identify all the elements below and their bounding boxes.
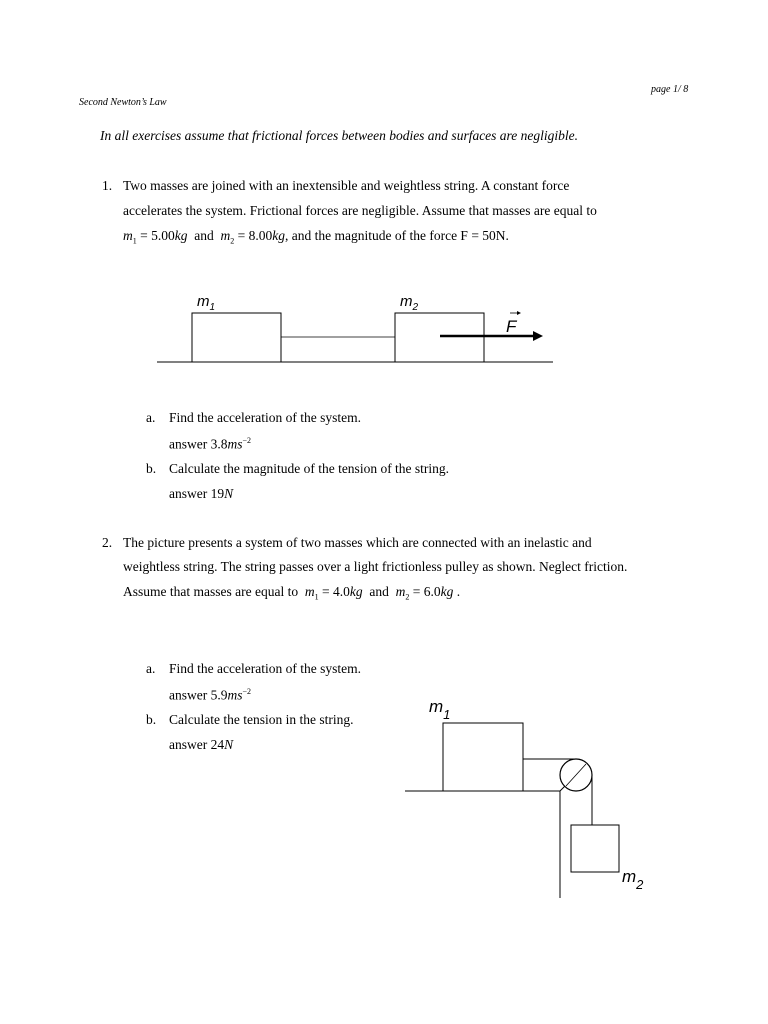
m2-subscript: 2 — [230, 236, 235, 246]
diagram1-label-m2: $m_2$ — [400, 293, 419, 313]
m1-unit: kg — [349, 584, 363, 599]
m1-value: = 4.0 — [318, 584, 350, 599]
p1b-question: Calculate the magnitude of the tension of the string. — [169, 461, 450, 476]
m1-value: = 5.00 — [136, 228, 175, 243]
force-arrow-head — [533, 331, 543, 341]
answer-unit: ms — [227, 687, 243, 703]
problem-1-line-3 — [123, 228, 509, 246]
p2a-answer — [169, 687, 251, 704]
p1a-answer — [169, 436, 251, 453]
p2a-question: Find the acceleration of the system. — [169, 661, 361, 676]
p2b-letter: b. — [146, 712, 157, 727]
period: . — [456, 584, 461, 599]
document-title: Second Newton’s Law — [79, 97, 167, 108]
problem-1-number: 1. — [102, 178, 113, 193]
p2b-question: Calculate the tension in the string. — [169, 712, 354, 727]
answer-value: 19 — [210, 486, 225, 501]
problem-2-number: 2. — [102, 535, 113, 550]
problem-2-line-1: The picture presents a system of two masses which are connected with an inelastic and — [123, 535, 592, 550]
m1-subscript: 1 — [314, 592, 319, 602]
block-m2 — [571, 825, 619, 872]
problem-2-line-3 — [123, 584, 460, 602]
answer-value: 5.9 — [210, 687, 228, 703]
m1-symbol: m — [123, 228, 133, 243]
diagram2-label-m1: $m_1$ — [429, 697, 451, 722]
answer-word: answer — [169, 737, 208, 752]
m1-subscript: 1 — [132, 236, 137, 246]
problem-2-line-2: weightless string. The string passes over a light frictionless pulley as shown. Neglect friction. — [123, 559, 628, 574]
m1-unit: kg — [174, 228, 188, 243]
problem-1-line-1: Two masses are joined with an inextensible and weightless string. A constant force — [123, 178, 570, 193]
m2-unit: kg — [440, 584, 454, 599]
m2-symbol: m — [220, 228, 231, 243]
page-number: page 1/ 8 — [651, 84, 689, 95]
p2b-answer — [169, 737, 233, 753]
m2-value: = 6.0 — [409, 584, 441, 599]
problem-1-line-2: accelerates the system. Frictional forces are negligible. Assume that masses are equal to — [123, 203, 597, 218]
p1a-question: Find the acceleration of the system. — [169, 410, 361, 425]
force-vector-bar-head — [517, 311, 521, 315]
answer-unit: N — [224, 737, 234, 752]
diagram-1 — [150, 285, 560, 370]
answer-word: answer — [169, 436, 208, 452]
p1a-letter: a. — [146, 410, 156, 425]
answer-unit: N — [224, 486, 234, 501]
block-m1 — [192, 313, 281, 362]
answer-word: answer — [169, 486, 208, 501]
m2-value: = 8.00 — [234, 228, 273, 243]
force-label: F — [506, 317, 517, 336]
and-word: and — [194, 228, 214, 243]
answer-exponent: −2 — [242, 436, 252, 445]
m2-unit: kg — [272, 228, 285, 243]
m2-symbol: m — [395, 584, 406, 599]
diagram-2 — [400, 690, 660, 905]
diagram2-label-m2: $m_2$ — [622, 867, 644, 892]
m2-subscript: 2 — [405, 592, 410, 602]
force-text: , and the magnitude of the force F = 50N. — [285, 228, 509, 243]
p2a-letter: a. — [146, 661, 156, 676]
intro-statement: In all exercises assume that frictional forces between bodies and surfaces are negligible. — [100, 128, 579, 143]
answer-exponent: −2 — [242, 687, 252, 696]
answer-unit: ms — [227, 436, 243, 452]
p1b-answer — [169, 486, 233, 502]
answer-value: 3.8 — [210, 436, 228, 452]
line-3-start: Assume that masses are equal to — [123, 584, 299, 599]
block-m1 — [443, 723, 523, 791]
p1b-letter: b. — [146, 461, 157, 476]
diagram1-label-m1: $m_1$ — [197, 293, 216, 313]
and-word: and — [369, 584, 389, 599]
m1-symbol: m — [304, 584, 315, 599]
answer-word: answer — [169, 687, 208, 703]
block-m2 — [395, 313, 484, 362]
answer-value: 24 — [210, 737, 225, 752]
